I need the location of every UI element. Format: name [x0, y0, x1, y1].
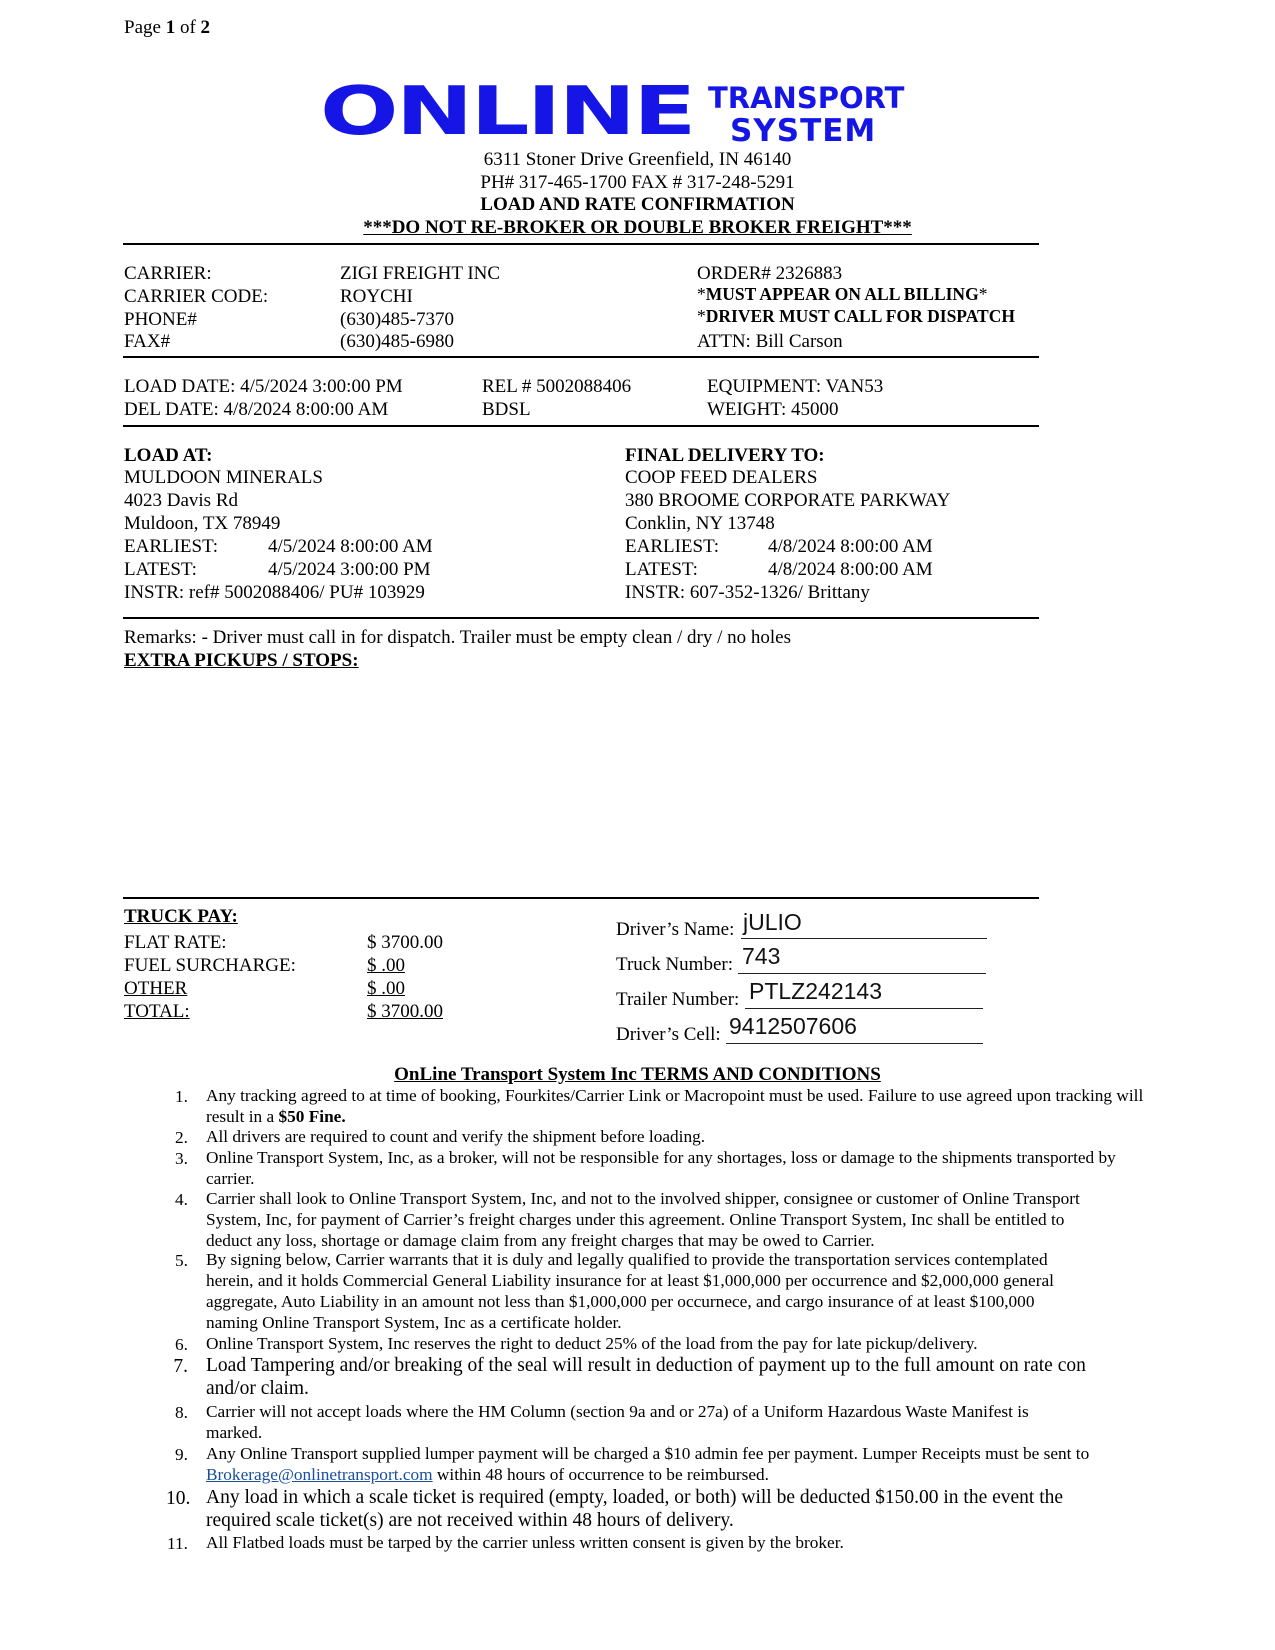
term-item: Any Online Transport supplied lumper payment will be charged a $10 admin fee per payment. Lumper Receipts must be sent to Brokerage@onlinetransport.com within 48 hours of occurrence to be reimbursed.: [206, 1444, 1090, 1484]
other-amount: $ .00: [367, 978, 405, 999]
carrier-phone-label: PHONE#: [124, 309, 197, 330]
brokerage-email-link[interactable]: Brokerage@onlinetransport.com: [206, 1465, 433, 1484]
company-address: 6311 Stoner Drive Greenfield, IN 46140: [483, 149, 792, 170]
flat-rate-label: FLAT RATE:: [124, 932, 227, 953]
term-number: 6.: [175, 1335, 188, 1354]
carrier-name: ZIGI FREIGHT INC: [340, 263, 501, 284]
load-at-heading: LOAD AT:: [124, 445, 213, 466]
divider: [123, 356, 1039, 358]
term-item: Carrier will not accept loads where the HM Column (section 9a and or 27a) of a Uniform Hazardous Waste Manifest is marked.: [206, 1402, 1029, 1442]
consignee-name: COOP FEED DEALERS: [625, 467, 818, 488]
term-item: Load Tampering and/or breaking of the seal will result in deduction of payment up to the full amount on rate con and/or claim.: [206, 1355, 1086, 1399]
pickup-latest-label: LATEST:: [124, 559, 197, 580]
pickup-earliest-label: EARLIEST:: [124, 536, 219, 557]
trailer-number-field[interactable]: PTLZ242143: [749, 978, 882, 1004]
document-title: LOAD AND RATE CONFIRMATION: [480, 194, 795, 215]
term-item: Any tracking agreed to at time of booking, Fourkites/Carrier Link or Macropoint must be used. Failure to use agreed upon tracking will result in a $50 Fine.: [206, 1086, 1144, 1126]
divider: [123, 243, 1039, 245]
total-amount: $ 3700.00: [367, 1001, 443, 1022]
term-item: Online Transport System, Inc reserves the right to deduct 25% of the load from the pay for late pickup/delivery.: [206, 1334, 978, 1353]
term-number: 8.: [175, 1403, 188, 1422]
shipper-name: MULDOON MINERALS: [124, 467, 323, 488]
term-item: Online Transport System, Inc, as a broker, will not be responsible for any shortages, loss or damage to the shipments transported by carrier.: [206, 1148, 1116, 1188]
divider: [123, 425, 1039, 427]
truck-number-line: [738, 973, 986, 974]
term-number: 1.: [175, 1087, 188, 1106]
logo-tag-system: SYSTEM: [730, 113, 877, 149]
term-item: All Flatbed loads must be tarped by the carrier unless written consent is given by the broker.: [206, 1533, 844, 1552]
term-item: All drivers are required to count and verify the shipment before loading.: [206, 1127, 706, 1146]
driver-name-line: [741, 938, 987, 939]
term-number: 11.: [167, 1534, 188, 1553]
fuel-surcharge-label: FUEL SURCHARGE:: [124, 955, 296, 976]
driver-name-label: Driver’s Name:: [616, 919, 735, 940]
carrier-phone: (630)485-7370: [340, 309, 454, 330]
consignee-city: Conklin, NY 13748: [625, 513, 775, 534]
trailer-number-label: Trailer Number:: [616, 989, 740, 1010]
term-number: 10.: [166, 1488, 191, 1509]
term-number: 5.: [175, 1251, 188, 1270]
term-number: 9.: [175, 1445, 188, 1464]
term-number: 2.: [175, 1128, 188, 1147]
remarks: Remarks: - Driver must call in for dispatch. Trailer must be empty clean / dry / no holes: [124, 627, 791, 648]
shipper-city: Muldoon, TX 78949: [124, 513, 281, 534]
delivery-latest: 4/8/2024 8:00:00 AM: [768, 559, 933, 580]
carrier-label: CARRIER:: [124, 263, 212, 284]
pickup-earliest: 4/5/2024 8:00:00 AM: [268, 536, 433, 557]
delivery-earliest: 4/8/2024 8:00:00 AM: [768, 536, 933, 557]
term-item: By signing below, Carrier warrants that it is duly and legally qualified to provide the transportation services contemplated herein, and it holds Commercial General Liability insurance for at least $1,000,000 per occurrence and $2,000,000 general aggregate, Auto Liability in an amount not less than $1,000,000 per occurnece, and cargo insurance of at least $100,000 naming Online Transport System, Inc as a certificate holder.: [206, 1250, 1054, 1332]
logo-tag-transport: TRANSPORT: [708, 81, 905, 115]
terms-heading: OnLine Transport System Inc TERMS AND CONDITIONS: [394, 1064, 881, 1085]
shipper-street: 4023 Davis Rd: [124, 490, 238, 511]
equipment: EQUIPMENT: VAN53: [707, 376, 884, 397]
bdsl: BDSL: [482, 399, 531, 420]
carrier-code-label: CARRIER CODE:: [124, 286, 269, 307]
term-item: Any load in which a scale ticket is required (empty, loaded, or both) will be deducted $150.00 in the event the required scale ticket(s) are not received within 48 hours of delivery.: [206, 1487, 1064, 1531]
attn: ATTN: Bill Carson: [697, 331, 843, 352]
trailer-number-line: [745, 1008, 983, 1009]
consignee-street: 380 BROOME CORPORATE PARKWAY: [625, 490, 951, 511]
fuel-surcharge: $ .00: [367, 955, 405, 976]
term-number: 4.: [175, 1190, 188, 1209]
divider: [123, 897, 1039, 899]
extra-stops-heading: EXTRA PICKUPS / STOPS:: [124, 650, 359, 671]
truck-number-field[interactable]: 743: [742, 943, 781, 969]
truck-pay-heading: TRUCK PAY:: [124, 906, 238, 927]
weight: WEIGHT: 45000: [707, 399, 839, 420]
driver-name-field[interactable]: jULIO: [743, 909, 802, 935]
delivery-earliest-label: EARLIEST:: [625, 536, 720, 557]
carrier-fax-label: FAX#: [124, 331, 171, 352]
pickup-instr: INSTR: ref# 5002088406/ PU# 103929: [124, 582, 425, 603]
must-appear-note: *MUST APPEAR ON ALL BILLING*: [697, 284, 988, 304]
other-label: OTHER: [124, 978, 188, 999]
driver-cell-field[interactable]: 9412507606: [729, 1013, 857, 1039]
logo-brand: ONLINE: [320, 72, 694, 151]
broker-warning: ***DO NOT RE-BROKER OR DOUBLE BROKER FREIGHT***: [363, 217, 912, 238]
page-number: Page 1 of 2: [124, 17, 211, 38]
delivery-instr: INSTR: 607-352-1326/ Brittany: [625, 582, 870, 603]
del-date: DEL DATE: 4/8/2024 8:00:00 AM: [124, 399, 389, 420]
driver-cell-label: Driver’s Cell:: [616, 1024, 721, 1045]
order-number: ORDER# 2326883: [697, 263, 843, 284]
term-item: Carrier shall look to Online Transport System, Inc, and not to the involved shipper, consignee or customer of Online Transport System, Inc, for payment of Carrier’s freight charges under this agreement. Online Transport System, Inc shall be entitled to deduct any loss, shortage or damage claim from any freight charges that may be owed to Carrier.: [206, 1189, 1080, 1250]
term-number: 3.: [175, 1149, 188, 1168]
driver-cell-line: [726, 1043, 983, 1044]
carrier-fax: (630)485-6980: [340, 331, 454, 352]
flat-rate: $ 3700.00: [367, 932, 443, 953]
term-number: 7.: [173, 1356, 188, 1377]
carrier-code: ROYCHI: [340, 286, 413, 307]
delivery-heading: FINAL DELIVERY TO:: [625, 445, 825, 466]
company-phone-fax: PH# 317-465-1700 FAX # 317-248-5291: [480, 172, 795, 193]
pickup-latest: 4/5/2024 3:00:00 PM: [268, 559, 431, 580]
divider: [123, 617, 1039, 619]
rel-number: REL # 5002088406: [482, 376, 632, 397]
load-date: LOAD DATE: 4/5/2024 3:00:00 PM: [124, 376, 403, 397]
delivery-latest-label: LATEST:: [625, 559, 698, 580]
company-logo: [320, 72, 920, 152]
truck-number-label: Truck Number:: [616, 954, 733, 975]
driver-call-note: *DRIVER MUST CALL FOR DISPATCH: [697, 306, 1015, 326]
total-label: TOTAL:: [124, 1001, 190, 1022]
